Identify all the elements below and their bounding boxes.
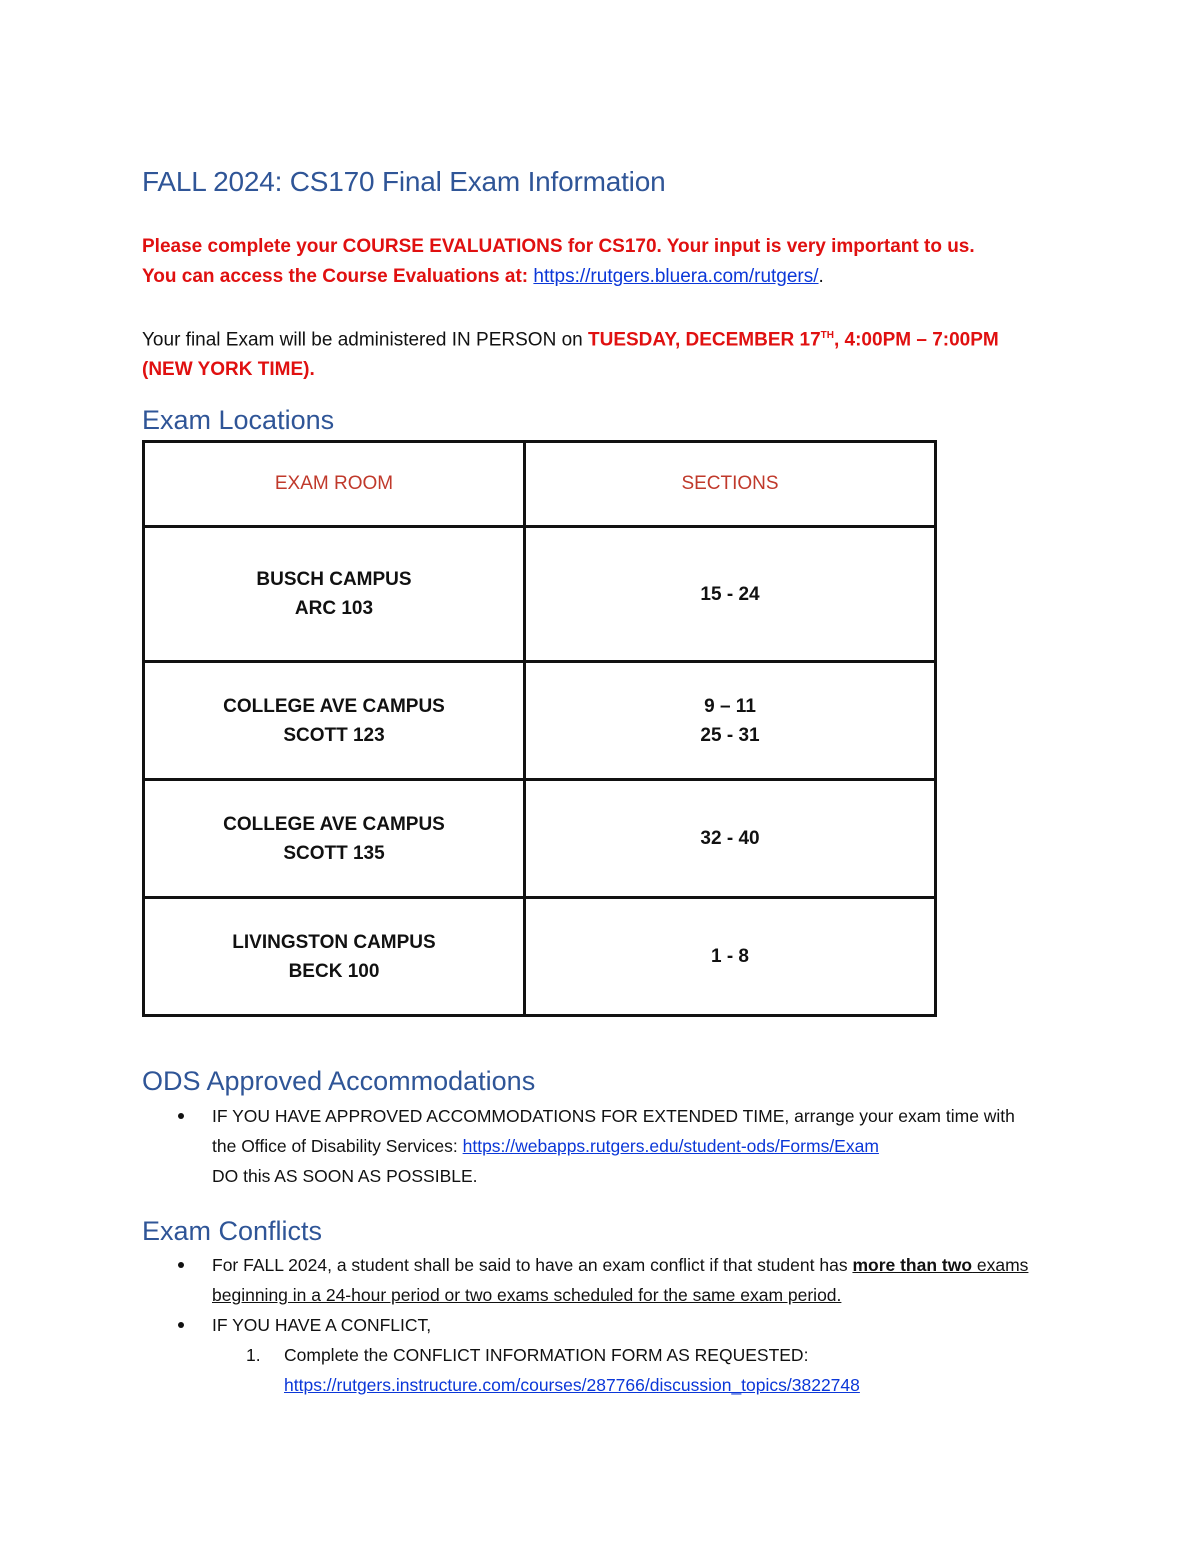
ods-suffix: DO this AS SOON AS POSSIBLE. [212,1166,478,1186]
conflicts-heading: Exam Conflicts [142,1216,323,1246]
conflict-instruction: IF YOU HAVE A CONFLICT, [212,1315,432,1335]
room-name: SCOTT 123 [283,724,385,746]
sections-range: 15 - 24 [700,583,760,605]
conflicts-list [170,1250,1040,1400]
bullet-icon [178,1113,184,1119]
conflict-definition: For FALL 2024, a student shall be said to have an exam conflict if that student has [212,1255,853,1275]
list-item [170,1101,1040,1191]
room-cell [144,662,525,780]
eval-line-2-suffix: . [818,266,824,287]
room-name: BECK 100 [288,960,380,982]
sections-range: 32 - 40 [700,828,760,849]
room-name: SCOTT 135 [283,842,385,864]
bullet-icon [178,1262,184,1268]
ods-exam-link[interactable]: https://webapps.rutgers.edu/student-ods/Forms/Exam [462,1136,879,1156]
table-row [144,662,936,780]
final-exam-date: TUESDAY, DECEMBER 17 [588,329,821,351]
exam-locations-table [142,440,937,1017]
conflict-emphasis: more than two [852,1255,973,1275]
final-exam-time: , 4:00PM – 7:00PM (NEW YORK TIME). [142,329,999,381]
eval-line-1: Please complete your COURSE EVALUATIONS for CS170. Your input is very important to us. [142,236,975,257]
table-row [144,898,936,1016]
room-cell [144,527,525,662]
course-evaluation-notice [142,232,975,292]
eval-line-2 [142,262,975,292]
sections-cell [525,780,936,898]
list-item [170,1310,1040,1400]
sections-cell [525,898,936,1016]
final-exam-date-suffix: TH [820,330,834,341]
sections-range: 25 - 31 [700,724,760,746]
page-title: FALL 2024: CS170 Final Exam Information [142,166,666,197]
list-item [212,1340,1040,1400]
table-row [144,780,936,898]
campus-name: COLLEGE AVE CAMPUS [223,695,445,717]
conflict-definition-underlined: exams beginning in a 24-hour period or two exams scheduled for the same exam period. [212,1255,1029,1305]
course-evaluations-link[interactable]: https://rutgers.bluera.com/rutgers/ [533,266,819,287]
table-header-row [144,442,936,527]
list-item [170,1250,1040,1310]
final-exam-prefix: Your final Exam will be administered IN PERSON on [142,329,588,351]
step-text: Complete the CONFLICT INFORMATION FORM AS REQUESTED: [284,1345,809,1365]
ods-text: IF YOU HAVE APPROVED ACCOMMODATIONS FOR EXTENDED TIME, arrange your exam time with the Office of Disability Services: [212,1106,1015,1156]
sections-cell [525,662,936,780]
conflict-form-link[interactable]: https://rutgers.instructure.com/courses/287766/discussion_topics/3822748 [284,1375,860,1395]
header-sections: SECTIONS [525,442,936,527]
room-cell [144,898,525,1016]
sections-range: 1 - 8 [710,946,750,967]
campus-name: LIVINGSTON CAMPUS [232,931,436,953]
header-exam-room: EXAM ROOM [144,442,525,527]
eval-line-2-text: You can access the Course Evaluations at: [142,266,534,287]
sections-cell [525,527,936,662]
final-exam-notice [142,321,1022,385]
campus-name: BUSCH CAMPUS [256,569,412,590]
ods-heading: ODS Approved Accommodations [142,1066,536,1096]
conflict-steps [212,1340,1040,1400]
bullet-icon [178,1322,184,1328]
campus-name: COLLEGE AVE CAMPUS [223,813,445,835]
step-number: 1. [246,1345,261,1365]
ods-list [170,1101,1040,1191]
room-cell [144,780,525,898]
sections-range: 9 – 11 [704,695,756,717]
exam-locations-heading: Exam Locations [142,405,335,435]
table-row [144,527,936,662]
room-name: ARC 103 [294,598,374,619]
